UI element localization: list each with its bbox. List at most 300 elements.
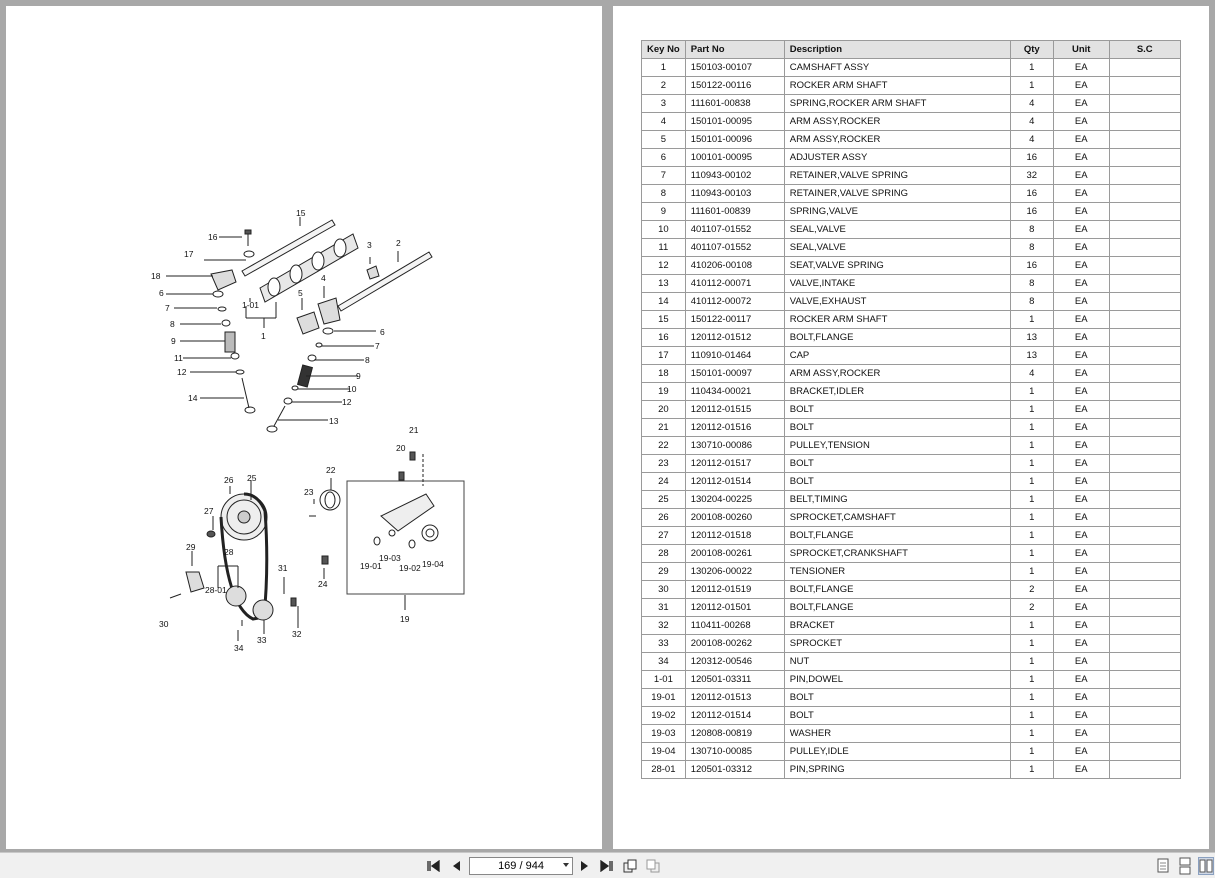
key-no-cell: 21 <box>642 419 686 437</box>
part-no-cell: 401107-01552 <box>685 221 784 239</box>
table-row <box>642 617 1181 635</box>
sc-cell <box>1109 59 1180 77</box>
description-cell: BOLT <box>784 707 1010 725</box>
description-cell: SEAL,VALVE <box>784 221 1010 239</box>
sc-cell <box>1109 473 1180 491</box>
single-page-view-icon[interactable] <box>1155 857 1171 875</box>
qty-cell: 8 <box>1010 221 1053 239</box>
table-row <box>642 455 1181 473</box>
qty-cell: 1 <box>1010 491 1053 509</box>
unit-cell: EA <box>1053 617 1109 635</box>
qty-cell: 8 <box>1010 293 1053 311</box>
description-cell: BRACKET <box>784 617 1010 635</box>
key-no-cell: 27 <box>642 527 686 545</box>
unit-cell: EA <box>1053 635 1109 653</box>
callout-label: 28 <box>224 547 234 557</box>
qty-cell: 1 <box>1010 635 1053 653</box>
description-cell: SEAL,VALVE <box>784 239 1010 257</box>
callout-label: 19-01 <box>360 561 382 571</box>
sc-cell <box>1109 77 1180 95</box>
table-row <box>642 221 1181 239</box>
table-row <box>642 149 1181 167</box>
last-page-icon[interactable] <box>599 858 613 874</box>
parts-list-page <box>613 6 1209 849</box>
unit-cell: EA <box>1053 293 1109 311</box>
key-no-cell: 8 <box>642 185 686 203</box>
qty-cell: 4 <box>1010 131 1053 149</box>
parts-table <box>641 40 1181 779</box>
sc-cell <box>1109 185 1180 203</box>
header-unit: Unit <box>1053 41 1109 59</box>
qty-cell: 1 <box>1010 545 1053 563</box>
sc-cell <box>1109 527 1180 545</box>
callout-label: 8 <box>365 355 370 365</box>
table-row <box>642 185 1181 203</box>
qty-cell: 13 <box>1010 329 1053 347</box>
part-no-cell: 120112-01515 <box>685 401 784 419</box>
description-cell: SPROCKET <box>784 635 1010 653</box>
table-row <box>642 401 1181 419</box>
description-cell: TENSIONER <box>784 563 1010 581</box>
two-page-view-icon[interactable] <box>1198 857 1214 875</box>
rotate-counterclockwise-icon[interactable] <box>645 858 661 874</box>
key-no-cell: 25 <box>642 491 686 509</box>
callout-label: 1-01 <box>242 300 260 310</box>
callout-label: 13 <box>329 416 339 426</box>
callout-label: 29 <box>186 542 196 552</box>
table-row <box>642 437 1181 455</box>
callout-label: 22 <box>326 465 336 475</box>
table-row <box>642 419 1181 437</box>
table-row <box>642 311 1181 329</box>
unit-cell: EA <box>1053 257 1109 275</box>
qty-cell: 13 <box>1010 347 1053 365</box>
unit-cell: EA <box>1053 707 1109 725</box>
qty-cell: 1 <box>1010 671 1053 689</box>
unit-cell: EA <box>1053 185 1109 203</box>
key-no-cell: 29 <box>642 563 686 581</box>
part-no-cell: 130710-00086 <box>685 437 784 455</box>
sc-cell <box>1109 545 1180 563</box>
key-no-cell: 2 <box>642 77 686 95</box>
table-row <box>642 365 1181 383</box>
description-cell: RETAINER,VALVE SPRING <box>784 167 1010 185</box>
table-row <box>642 113 1181 131</box>
part-no-cell: 120112-01514 <box>685 473 784 491</box>
sc-cell <box>1109 563 1180 581</box>
chevron-down-icon <box>563 863 569 867</box>
key-no-cell: 26 <box>642 509 686 527</box>
unit-cell: EA <box>1053 329 1109 347</box>
callout-label: 3 <box>367 240 372 250</box>
callout-label: 19-04 <box>422 559 444 569</box>
sc-cell <box>1109 455 1180 473</box>
table-row <box>642 743 1181 761</box>
unit-cell: EA <box>1053 275 1109 293</box>
key-no-cell: 6 <box>642 149 686 167</box>
key-no-cell: 3 <box>642 95 686 113</box>
table-row <box>642 275 1181 293</box>
qty-cell: 8 <box>1010 275 1053 293</box>
part-no-cell: 120112-01513 <box>685 689 784 707</box>
sc-cell <box>1109 275 1180 293</box>
unit-cell: EA <box>1053 221 1109 239</box>
part-no-cell: 120112-01501 <box>685 599 784 617</box>
table-row <box>642 383 1181 401</box>
part-no-cell: 110910-01464 <box>685 347 784 365</box>
callout-label: 8 <box>170 319 175 329</box>
callout-label: 32 <box>292 629 302 639</box>
unit-cell: EA <box>1053 527 1109 545</box>
table-row <box>642 491 1181 509</box>
sc-cell <box>1109 239 1180 257</box>
part-no-cell: 111601-00839 <box>685 203 784 221</box>
table-row <box>642 599 1181 617</box>
description-cell: BOLT <box>784 419 1010 437</box>
part-no-cell: 150101-00097 <box>685 365 784 383</box>
table-row <box>642 77 1181 95</box>
qty-cell: 1 <box>1010 59 1053 77</box>
callout-label: 27 <box>204 506 214 516</box>
key-no-cell: 19-02 <box>642 707 686 725</box>
part-no-cell: 130710-00085 <box>685 743 784 761</box>
sc-cell <box>1109 113 1180 131</box>
rotate-clockwise-icon[interactable] <box>622 858 638 874</box>
description-cell: ROCKER ARM SHAFT <box>784 311 1010 329</box>
description-cell: PULLEY,IDLE <box>784 743 1010 761</box>
callout-label: 14 <box>188 393 198 403</box>
callout-label: 1 <box>261 331 266 341</box>
table-row <box>642 329 1181 347</box>
key-no-cell: 11 <box>642 239 686 257</box>
table-row <box>642 527 1181 545</box>
callout-label: 9 <box>171 336 176 346</box>
unit-cell: EA <box>1053 473 1109 491</box>
part-no-cell: 200108-00260 <box>685 509 784 527</box>
callout-label: 23 <box>304 487 314 497</box>
first-page-icon[interactable] <box>427 858 441 874</box>
description-cell: PIN,SPRING <box>784 761 1010 779</box>
description-cell: BRACKET,IDLER <box>784 383 1010 401</box>
unit-cell: EA <box>1053 689 1109 707</box>
part-no-cell: 110943-00102 <box>685 167 784 185</box>
table-row <box>642 473 1181 491</box>
unit-cell: EA <box>1053 599 1109 617</box>
part-no-cell: 120112-01519 <box>685 581 784 599</box>
table-row <box>642 707 1181 725</box>
part-no-cell: 410206-00108 <box>685 257 784 275</box>
description-cell: SPRING,VALVE <box>784 203 1010 221</box>
page-number-selector[interactable] <box>469 857 573 875</box>
next-page-icon[interactable] <box>579 858 591 874</box>
part-no-cell: 120312-00546 <box>685 653 784 671</box>
callout-label: 30 <box>159 619 169 629</box>
parts-table-body <box>642 59 1181 779</box>
sc-cell <box>1109 221 1180 239</box>
header-qty: Qty <box>1010 41 1053 59</box>
unit-cell: EA <box>1053 311 1109 329</box>
sc-cell <box>1109 707 1180 725</box>
sc-cell <box>1109 329 1180 347</box>
part-no-cell: 110434-00021 <box>685 383 784 401</box>
part-no-cell: 120501-03312 <box>685 761 784 779</box>
callout-label: 18 <box>151 271 161 281</box>
callout-label: 26 <box>224 475 234 485</box>
sc-cell <box>1109 383 1180 401</box>
part-no-cell: 130206-00022 <box>685 563 784 581</box>
qty-cell: 1 <box>1010 617 1053 635</box>
table-row <box>642 761 1181 779</box>
table-row <box>642 293 1181 311</box>
table-row <box>642 563 1181 581</box>
description-cell: BOLT,FLANGE <box>784 581 1010 599</box>
qty-cell: 1 <box>1010 401 1053 419</box>
part-no-cell: 401107-01552 <box>685 239 784 257</box>
unit-cell: EA <box>1053 149 1109 167</box>
part-no-cell: 120112-01518 <box>685 527 784 545</box>
key-no-cell: 34 <box>642 653 686 671</box>
callout-label: 5 <box>298 288 303 298</box>
qty-cell: 1 <box>1010 725 1053 743</box>
part-no-cell: 200108-00262 <box>685 635 784 653</box>
description-cell: BOLT <box>784 455 1010 473</box>
description-cell: BOLT,FLANGE <box>784 527 1010 545</box>
qty-cell: 1 <box>1010 383 1053 401</box>
description-cell: VALVE,INTAKE <box>784 275 1010 293</box>
part-no-cell: 150103-00107 <box>685 59 784 77</box>
unit-cell: EA <box>1053 545 1109 563</box>
part-no-cell: 200108-00261 <box>685 545 784 563</box>
callout-label: 4 <box>321 273 326 283</box>
sc-cell <box>1109 689 1180 707</box>
callout-label: 20 <box>396 443 406 453</box>
sc-cell <box>1109 581 1180 599</box>
part-no-cell: 110411-00268 <box>685 617 784 635</box>
callout-label: 33 <box>257 635 267 645</box>
sc-cell <box>1109 203 1180 221</box>
part-no-cell: 410112-00072 <box>685 293 784 311</box>
page-indicator: 169 / 944 <box>498 860 544 872</box>
sc-cell <box>1109 131 1180 149</box>
part-no-cell: 150101-00096 <box>685 131 784 149</box>
sc-cell <box>1109 671 1180 689</box>
header-description: Description <box>784 41 1010 59</box>
key-no-cell: 23 <box>642 455 686 473</box>
qty-cell: 16 <box>1010 185 1053 203</box>
unit-cell: EA <box>1053 59 1109 77</box>
unit-cell: EA <box>1053 563 1109 581</box>
key-no-cell: 28-01 <box>642 761 686 779</box>
key-no-cell: 19 <box>642 383 686 401</box>
table-row <box>642 725 1181 743</box>
callout-label: 12 <box>342 397 352 407</box>
description-cell: ARM ASSY,ROCKER <box>784 113 1010 131</box>
description-cell: BOLT <box>784 473 1010 491</box>
key-no-cell: 13 <box>642 275 686 293</box>
sc-cell <box>1109 743 1180 761</box>
continuous-view-icon[interactable] <box>1177 857 1193 875</box>
sc-cell <box>1109 167 1180 185</box>
sc-cell <box>1109 653 1180 671</box>
table-row <box>642 95 1181 113</box>
description-cell: BOLT,FLANGE <box>784 329 1010 347</box>
exploded-parts-diagram <box>6 6 602 849</box>
callout-label: 9 <box>356 371 361 381</box>
description-cell: SPROCKET,CRANKSHAFT <box>784 545 1010 563</box>
callout-label: 11 <box>174 353 183 363</box>
qty-cell: 1 <box>1010 707 1053 725</box>
qty-cell: 1 <box>1010 437 1053 455</box>
unit-cell: EA <box>1053 167 1109 185</box>
sc-cell <box>1109 761 1180 779</box>
callout-label: 6 <box>159 288 164 298</box>
table-header-row <box>642 41 1181 59</box>
key-no-cell: 19-03 <box>642 725 686 743</box>
callout-label: 19-03 <box>379 553 401 563</box>
sc-cell <box>1109 401 1180 419</box>
qty-cell: 1 <box>1010 311 1053 329</box>
qty-cell: 32 <box>1010 167 1053 185</box>
table-row <box>642 203 1181 221</box>
key-no-cell: 4 <box>642 113 686 131</box>
part-no-cell: 100101-00095 <box>685 149 784 167</box>
part-no-cell: 150122-00116 <box>685 77 784 95</box>
table-row <box>642 545 1181 563</box>
table-row <box>642 131 1181 149</box>
part-no-cell: 120112-01512 <box>685 329 784 347</box>
qty-cell: 2 <box>1010 599 1053 617</box>
part-no-cell: 120112-01517 <box>685 455 784 473</box>
key-no-cell: 5 <box>642 131 686 149</box>
description-cell: BOLT <box>784 689 1010 707</box>
qty-cell: 8 <box>1010 239 1053 257</box>
unit-cell: EA <box>1053 509 1109 527</box>
unit-cell: EA <box>1053 653 1109 671</box>
key-no-cell: 31 <box>642 599 686 617</box>
sc-cell <box>1109 509 1180 527</box>
description-cell: PIN,DOWEL <box>784 671 1010 689</box>
table-row <box>642 167 1181 185</box>
table-row <box>642 347 1181 365</box>
qty-cell: 4 <box>1010 365 1053 383</box>
description-cell: CAMSHAFT ASSY <box>784 59 1010 77</box>
description-cell: CAP <box>784 347 1010 365</box>
unit-cell: EA <box>1053 401 1109 419</box>
qty-cell: 4 <box>1010 113 1053 131</box>
key-no-cell: 1-01 <box>642 671 686 689</box>
unit-cell: EA <box>1053 347 1109 365</box>
sc-cell <box>1109 725 1180 743</box>
key-no-cell: 15 <box>642 311 686 329</box>
sc-cell <box>1109 491 1180 509</box>
description-cell: SPRING,ROCKER ARM SHAFT <box>784 95 1010 113</box>
sc-cell <box>1109 149 1180 167</box>
key-no-cell: 30 <box>642 581 686 599</box>
callout-label: 15 <box>296 208 306 218</box>
part-no-cell: 150101-00095 <box>685 113 784 131</box>
callout-label: 16 <box>208 232 218 242</box>
callout-label: 12 <box>177 367 187 377</box>
part-no-cell: 120112-01514 <box>685 707 784 725</box>
callout-label: 21 <box>409 425 419 435</box>
unit-cell: EA <box>1053 581 1109 599</box>
description-cell: VALVE,EXHAUST <box>784 293 1010 311</box>
table-row <box>642 509 1181 527</box>
key-no-cell: 7 <box>642 167 686 185</box>
qty-cell: 1 <box>1010 473 1053 491</box>
key-no-cell: 9 <box>642 203 686 221</box>
key-no-cell: 10 <box>642 221 686 239</box>
callout-label: 6 <box>380 327 385 337</box>
part-no-cell: 150122-00117 <box>685 311 784 329</box>
sc-cell <box>1109 311 1180 329</box>
key-no-cell: 14 <box>642 293 686 311</box>
callout-label: 17 <box>184 249 194 259</box>
description-cell: SPROCKET,CAMSHAFT <box>784 509 1010 527</box>
key-no-cell: 33 <box>642 635 686 653</box>
part-no-cell: 120808-00819 <box>685 725 784 743</box>
table-row <box>642 635 1181 653</box>
table-row <box>642 581 1181 599</box>
unit-cell: EA <box>1053 725 1109 743</box>
unit-cell: EA <box>1053 455 1109 473</box>
unit-cell: EA <box>1053 491 1109 509</box>
description-cell: ARM ASSY,ROCKER <box>784 365 1010 383</box>
header-sc: S.C <box>1109 41 1180 59</box>
sc-cell <box>1109 635 1180 653</box>
key-no-cell: 22 <box>642 437 686 455</box>
table-row <box>642 689 1181 707</box>
callout-label: 34 <box>234 643 244 653</box>
qty-cell: 16 <box>1010 203 1053 221</box>
sc-cell <box>1109 95 1180 113</box>
unit-cell: EA <box>1053 437 1109 455</box>
key-no-cell: 17 <box>642 347 686 365</box>
key-no-cell: 32 <box>642 617 686 635</box>
table-row <box>642 257 1181 275</box>
qty-cell: 1 <box>1010 455 1053 473</box>
callout-label: 7 <box>165 303 170 313</box>
qty-cell: 1 <box>1010 77 1053 95</box>
header-key-no: Key No <box>642 41 686 59</box>
description-cell: RETAINER,VALVE SPRING <box>784 185 1010 203</box>
description-cell: PULLEY,TENSION <box>784 437 1010 455</box>
key-no-cell: 12 <box>642 257 686 275</box>
qty-cell: 1 <box>1010 419 1053 437</box>
sc-cell <box>1109 257 1180 275</box>
description-cell: NUT <box>784 653 1010 671</box>
qty-cell: 16 <box>1010 257 1053 275</box>
part-no-cell: 110943-00103 <box>685 185 784 203</box>
qty-cell: 2 <box>1010 581 1053 599</box>
qty-cell: 16 <box>1010 149 1053 167</box>
key-no-cell: 18 <box>642 365 686 383</box>
part-no-cell: 410112-00071 <box>685 275 784 293</box>
qty-cell: 1 <box>1010 689 1053 707</box>
prev-page-icon[interactable] <box>450 858 462 874</box>
sc-cell <box>1109 599 1180 617</box>
unit-cell: EA <box>1053 203 1109 221</box>
sc-cell <box>1109 347 1180 365</box>
key-no-cell: 28 <box>642 545 686 563</box>
part-no-cell: 111601-00838 <box>685 95 784 113</box>
qty-cell: 1 <box>1010 743 1053 761</box>
qty-cell: 1 <box>1010 761 1053 779</box>
callout-label: 24 <box>318 579 328 589</box>
key-no-cell: 16 <box>642 329 686 347</box>
key-no-cell: 20 <box>642 401 686 419</box>
qty-cell: 1 <box>1010 509 1053 527</box>
